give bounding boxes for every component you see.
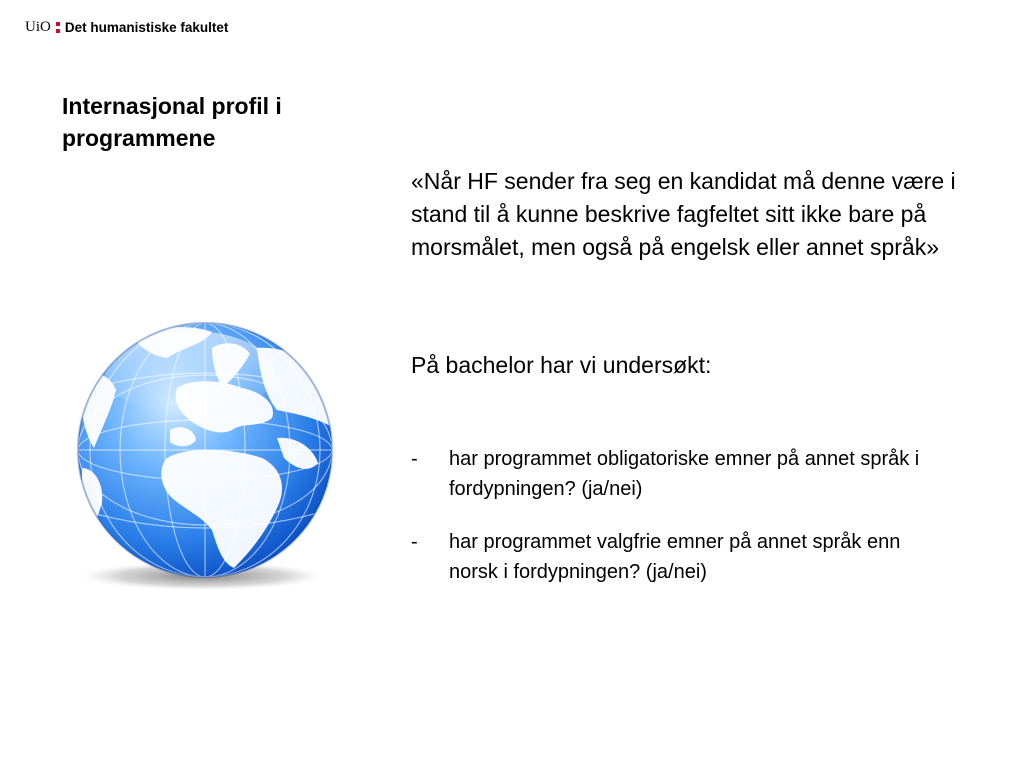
bullet-list <box>411 444 931 610</box>
slide-intro: På bachelor har vi undersøkt: <box>411 352 712 378</box>
logo-uio-text: UiO <box>25 18 51 35</box>
globe-icon <box>72 318 342 598</box>
uio-logo <box>25 17 228 37</box>
bullet-item <box>411 527 931 587</box>
bullet-item <box>411 444 931 504</box>
logo-colon-mark <box>56 22 60 33</box>
bullet-text: har programmet obligatoriske emner på annet språk i fordypningen? (ja/nei) <box>449 448 920 500</box>
slide-title: Internasjonal profil i programmene <box>62 93 282 151</box>
bullet-marker: - <box>411 448 418 470</box>
bullet-text: har programmet valgfrie emner på annet språk enn norsk i fordypningen? (ja/nei) <box>449 531 901 583</box>
logo-faculty-text: Det humanistiske fakultet <box>64 19 229 35</box>
slide-quote: «Når HF sender fra seg en kandidat må denne være i stand til å kunne beskrive fagfeltet sitt ikke bare på morsmålet, men også på engelsk eller annet språk» <box>411 168 956 260</box>
bullet-marker: - <box>411 531 418 553</box>
